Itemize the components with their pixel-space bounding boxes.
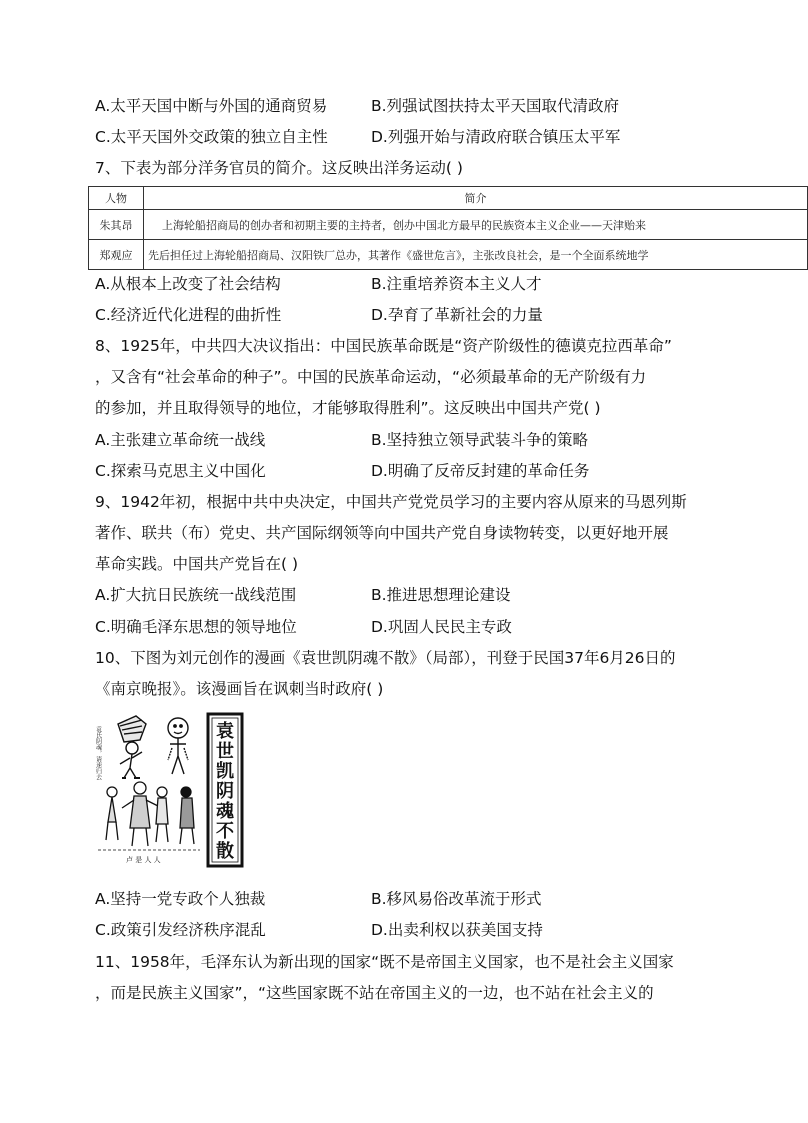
q7-table [88,186,808,270]
cartoon-title-char: 凯 [216,761,234,782]
q10-option-c: C.政策引发经济秩序混乱 [95,921,266,939]
q8-stem-line-3: 的参加，并且取得领导的地位，才能够取得胜利”。这反映出中国共产党( ) [95,399,601,417]
q11-stem-line-1: 11、1958年，毛泽东认为新出现的国家“既不是帝国主义国家，也不是社会主义国家 [95,953,674,971]
table-cell: 先后担任过上海轮船招商局、汉阳铁厂总办，其著作《盛世危言》，主张改良社会，是一个全面系统地学 [144,240,808,270]
q10-option-d: D.出卖利权以获美国支持 [371,921,543,939]
cartoon-figure-top-right [168,718,188,774]
table-cell: 郑观应 [89,240,144,270]
table-header-row [89,187,808,210]
q11-stem-line-2: ，而是民族主义国家”，“这些国家既不站在帝国主义的一边，也不站在社会主义的 [95,984,654,1002]
cartoon-side-text: 袁氏阴魂，请速归去 [94,726,102,780]
q10-option-b: B.移风易俗改革流于形式 [371,890,542,908]
q10-stem-line-2: 《南京晚报》。该漫画旨在讽刺当时政府( ) [95,680,384,698]
cartoon-title-char: 世 [216,741,234,762]
cartoon-title-char: 散 [216,841,234,862]
q8-stem-line-1: 8、1925年，中共四大决议指出：中国民族革命既是“资产阶级性的德谟克拉西革命” [95,337,672,355]
q7-option-c: C.经济近代化进程的曲折性 [95,306,282,324]
q9-stem-line-2: 著作、联共（布）党史、共产国际纲领等向中国共产党自身读物转变，以更好地开展 [95,524,669,542]
cartoon-image [96,712,248,868]
q7-stem: 7、下表为部分洋务官员的简介。这反映出洋务运动( ) [95,159,463,177]
q8-option-b: B.坚持独立领导武装斗争的策略 [371,431,589,449]
q8-option-d: D.明确了反帝反封建的革命任务 [371,462,590,480]
table-header-cell: 人物 [89,187,144,210]
q8-stem-line-2: ，又含有“社会革命的种子”。中国的民族革命运动，“必须最革命的无产阶级有力 [95,368,647,386]
q7-option-d: D.孕育了革新社会的力量 [371,306,543,324]
q9-stem-line-1: 9、1942年初，根据中共中央决定，中国共产党党员学习的主要内容从原来的马恩列斯 [95,493,687,511]
cartoon-title-box [208,714,242,866]
table-cell: 上海轮船招商局的创办者和初期主要的主持者，创办中国北方最早的民族资本主义企业——天津贻来 [144,210,808,240]
q6-option-c: C.太平天国外交政策的独立自主性 [95,128,328,146]
q6-option-d: D.列强开始与清政府联合镇压太平军 [371,128,621,146]
q7-option-b: B.注重培养资本主义人才 [371,275,542,293]
cartoon-figure-top-left [118,716,146,778]
q6-option-b: B.列强试图扶持太平天国取代清政府 [371,97,620,115]
q9-stem-line-3: 革命实践。中国共产党旨在( ) [95,555,299,573]
cartoon-title-char: 不 [216,821,234,842]
cartoon-figure-group-bottom [98,782,200,850]
cartoon-title-char: 魂 [216,801,234,822]
table-row [89,210,808,240]
q8-option-a: A.主张建立革命统一战线 [95,431,266,449]
table-row [89,240,808,270]
table-cell: 朱其昂 [89,210,144,240]
q7-option-a: A.从根本上改变了社会结构 [95,275,281,293]
q9-option-d: D.巩固人民民主专政 [371,618,512,636]
q6-option-a: A.太平天国中断与外国的通商贸易 [95,97,328,115]
table-header-cell: 简介 [144,187,808,210]
q9-option-b: B.推进思想理论建设 [371,586,511,604]
cartoon-caption: 卢 是 人 人 [126,856,161,864]
q8-option-c: C.探索马克思主义中国化 [95,462,266,480]
cartoon-title-char: 阴 [216,781,234,802]
cartoon-title-char: 袁 [216,721,234,742]
q9-option-a: A.扩大抗日民族统一战线范围 [95,586,297,604]
q10-option-a: A.坚持一党专政个人独裁 [95,890,266,908]
q10-stem-line-1: 10、下图为刘元创作的漫画《袁世凯阴魂不散》（局部），刊登于民国37年6月26日的 [95,649,676,667]
q9-option-c: C.明确毛泽东思想的领导地位 [95,618,297,636]
